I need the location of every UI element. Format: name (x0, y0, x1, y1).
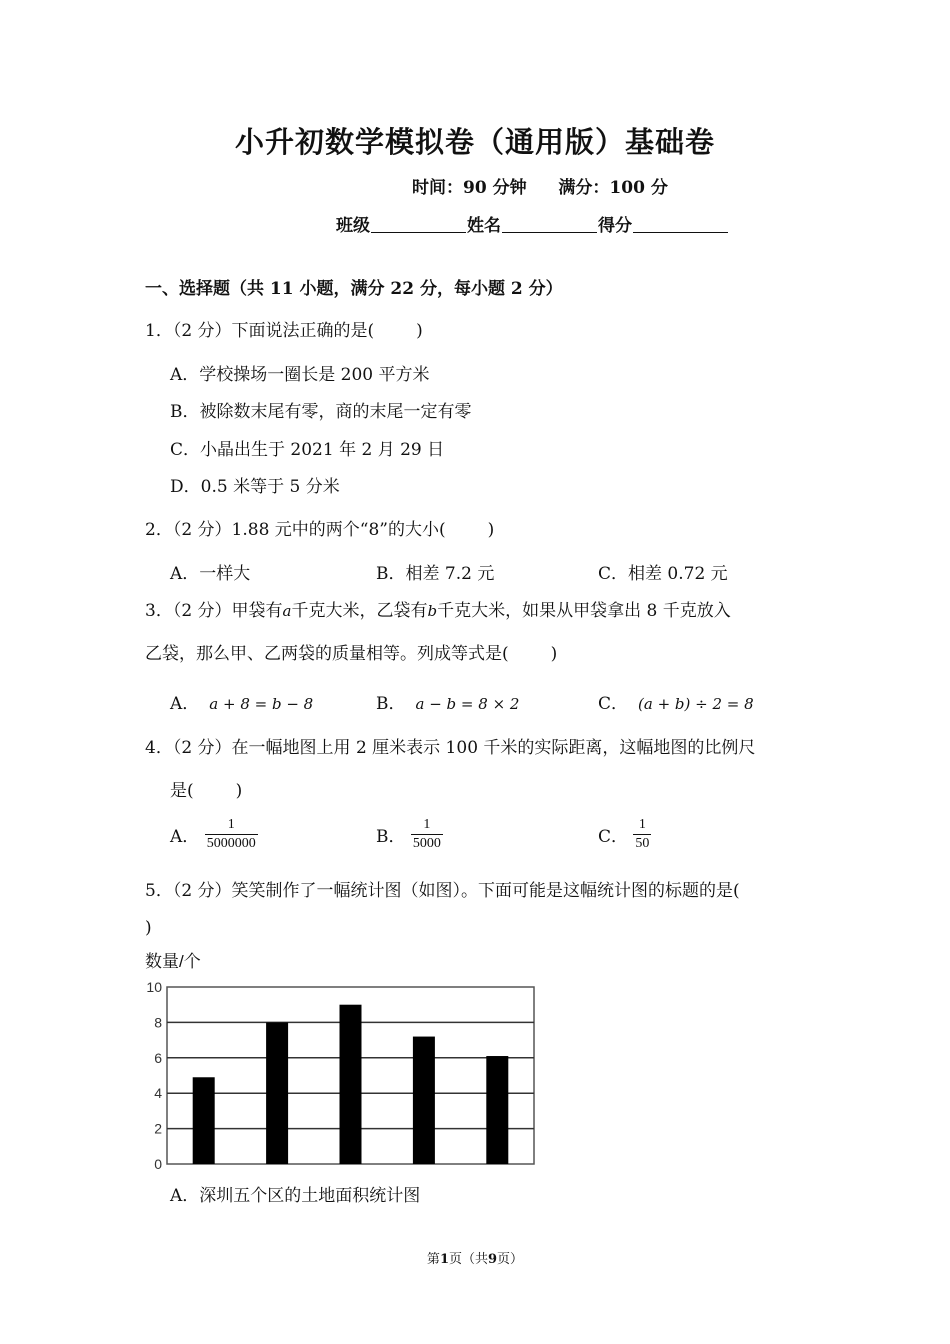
q3-option-b-expr: a − b = 8 × 2 (415, 695, 520, 713)
q2-stem-text: 2．（2 分）1.88 元中的两个“8”的大小( (145, 520, 446, 540)
exam-time-score (412, 173, 668, 198)
chart-bar (486, 1056, 508, 1164)
q1-option-b[interactable]: B．被除数末尾有零，商的末尾一定有零 (170, 402, 472, 422)
q3-option-a-expr: a + 8 = b − 8 (209, 695, 314, 713)
q2-close-paren: ) (487, 520, 495, 540)
full-score-label: 满分：100 分 (558, 178, 668, 198)
q3-option-c-label: C． (598, 694, 629, 714)
bar-chart (135, 945, 555, 1180)
q4-option-a-fraction (205, 817, 258, 852)
chart-bar (413, 1037, 435, 1164)
chart-y-tick-label: 10 (146, 979, 162, 995)
score-field-label: 得分 (598, 216, 632, 236)
q4-option-c-fraction (633, 817, 651, 852)
fraction-numerator: 1 (227, 817, 235, 832)
footer-page-number: 1 (439, 1252, 449, 1267)
name-blank[interactable] (502, 216, 597, 233)
question-4-line-2 (170, 776, 242, 801)
q3-option-c[interactable] (598, 689, 754, 714)
q3-option-b[interactable] (376, 689, 519, 714)
fraction-numerator: 1 (638, 817, 646, 832)
q4-option-a[interactable] (170, 817, 258, 852)
q4-option-c[interactable] (598, 817, 651, 852)
q3-text-c: 千克大米，如果从甲袋拿出 8 千克放入 (437, 601, 731, 621)
q3-option-a-label: A． (170, 694, 200, 714)
q4-option-b-fraction (411, 817, 443, 852)
section-heading: 一、选择题（共 11 小题，满分 22 分，每小题 2 分） (145, 279, 563, 299)
q5-option-a[interactable]: A．深圳五个区的土地面积统计图 (170, 1186, 421, 1206)
fraction-denominator: 5000000 (206, 836, 256, 851)
q2-option-b[interactable]: B．相差 7.2 元 (376, 564, 495, 584)
fraction-numerator: 1 (423, 817, 431, 832)
question-2-stem (145, 515, 494, 540)
name-label: 姓名 (467, 216, 501, 236)
q4-option-b[interactable] (376, 817, 443, 852)
chart-bar (266, 1022, 288, 1164)
q3-text-a: 3．（2 分）甲袋有 (145, 601, 283, 621)
footer-prefix: 第 (426, 1252, 440, 1267)
chart-y-tick-label: 0 (154, 1156, 162, 1172)
q1-option-c[interactable]: C．小晶出生于 2021 年 2 月 29 日 (170, 440, 445, 460)
question-5-line-2: ) (145, 918, 152, 938)
q4-line2-text: 是( (170, 781, 194, 801)
chart-y-tick-label: 6 (154, 1049, 162, 1066)
q1-close-paren: ) (416, 321, 423, 341)
page-footer (0, 1248, 950, 1267)
q3-option-b-label: B． (376, 694, 406, 714)
footer-total-pages: 9 (488, 1252, 498, 1267)
student-info-line (336, 211, 729, 236)
q1-stem-text: 1．（2 分）下面说法正确的是( (145, 321, 375, 341)
q3-line2-text: 乙袋，那么甲、乙两袋的质量相等。列成等式是( (145, 644, 509, 664)
q3-var-b: b (427, 602, 438, 620)
q2-option-c[interactable]: C．相差 0.72 元 (598, 564, 728, 584)
page-title: 小升初数学模拟卷（通用版）基础卷 (234, 125, 715, 159)
score-blank[interactable] (633, 216, 728, 233)
chart-y-tick-label: 8 (154, 1014, 162, 1031)
q3-var-a: a (282, 602, 292, 620)
class-blank[interactable] (371, 216, 466, 233)
chart-y-axis-label: 数量/个 (145, 952, 201, 971)
q3-option-a[interactable] (170, 689, 313, 714)
q4-option-b-label: B． (376, 827, 406, 847)
question-1-stem (145, 316, 423, 341)
chart-y-tick-label: 2 (154, 1120, 162, 1137)
footer-suffix: 页） (497, 1252, 524, 1267)
q4-option-a-label: A． (170, 827, 200, 847)
q3-text-b: 千克大米，乙袋有 (291, 601, 428, 621)
chart-bar (193, 1077, 215, 1164)
chart-y-tick-label: 4 (154, 1085, 162, 1102)
question-3-line-2 (145, 639, 557, 664)
q1-option-a[interactable]: A．学校操场一圈长是 200 平方米 (170, 365, 430, 385)
chart-y-ticks (146, 979, 162, 1172)
question-5-line-1: 5．（2 分）笑笑制作了一幅统计图（如图）。下面可能是这幅统计图的标题的是( (145, 881, 740, 901)
time-label: 时间：90 分钟 (412, 178, 527, 198)
fraction-denominator: 5000 (412, 836, 441, 851)
footer-mid: 页（共 (448, 1252, 488, 1267)
q1-option-d[interactable]: D．0.5 米等于 5 分米 (170, 477, 340, 497)
q2-option-a[interactable]: A．一样大 (170, 564, 251, 584)
class-label: 班级 (336, 216, 370, 236)
fraction-denominator: 50 (635, 836, 650, 851)
chart-bar (340, 1005, 362, 1164)
q3-option-c-expr: (a + b) ÷ 2 = 8 (638, 695, 754, 713)
q3-close-paren: ) (550, 644, 558, 664)
q4-close-paren: ) (235, 781, 243, 801)
q4-option-c-label: C． (598, 827, 629, 847)
chart-bars (193, 1005, 509, 1164)
question-3-line-1 (145, 596, 731, 621)
question-4-line-1: 4．（2 分）在一幅地图上用 2 厘米表示 100 千米的实际距离，这幅地图的比例尺 (145, 738, 756, 758)
